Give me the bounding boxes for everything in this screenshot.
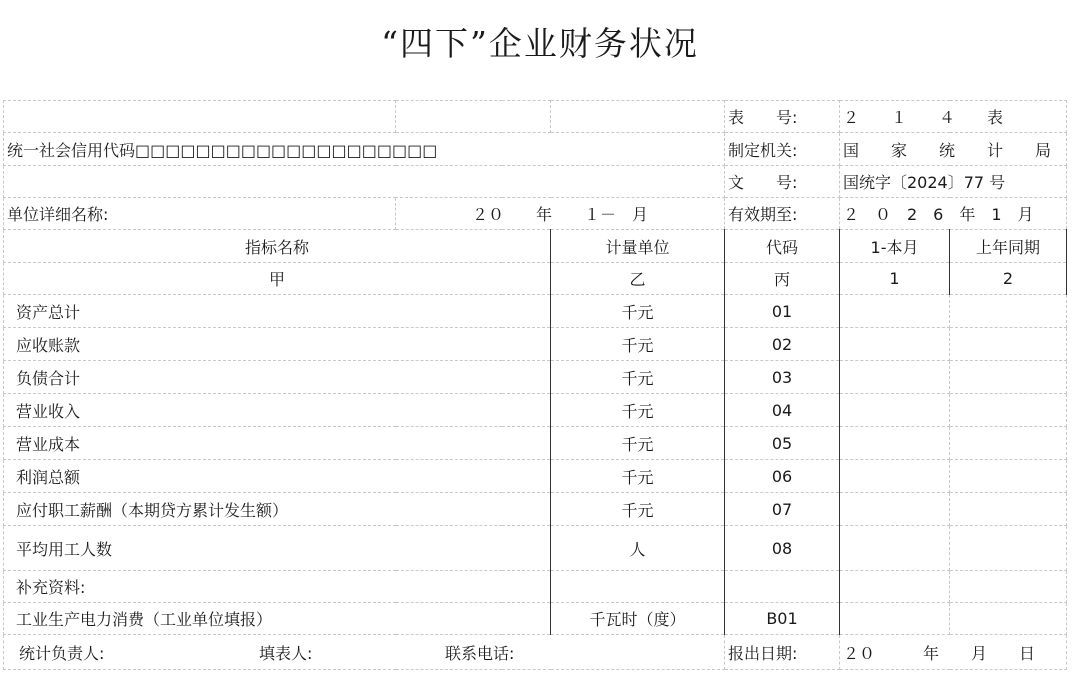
blank-cell [840, 571, 950, 603]
credit-code-label: 统一社会信用代码□□□□□□□□□□□□□□□□□□□□ [4, 133, 725, 166]
col-sub-1: 1 [840, 263, 950, 295]
doc-no-label: 文 号: [725, 166, 840, 198]
indicator-unit: 千元 [551, 493, 725, 526]
signature-block [4, 635, 725, 670]
header-row-unit-name [4, 198, 1067, 230]
table-row [4, 328, 1067, 361]
indicator-name: 工业生产电力消费（工业单位填报） [4, 603, 551, 635]
last-year-value-field[interactable] [950, 295, 1067, 328]
indicator-unit: 千元 [551, 328, 725, 361]
blank-cell [725, 571, 840, 603]
indicator-unit: 千元 [551, 427, 725, 460]
blank-cell [4, 101, 396, 133]
table-no-value: ２ １ ４ 表 [840, 101, 1067, 133]
last-year-value-field[interactable] [950, 493, 1067, 526]
col-header-code: 代码 [725, 230, 840, 263]
col-header-unit: 计量单位 [551, 230, 725, 263]
indicator-unit: 千元 [551, 460, 725, 493]
blank-cell [950, 571, 1067, 603]
col-sub-bing: 丙 [725, 263, 840, 295]
last-year-value-field[interactable] [950, 394, 1067, 427]
col-header-indicator: 指标名称 [4, 230, 551, 263]
ytd-value-field[interactable] [840, 361, 950, 394]
indicator-code: 01 [725, 295, 840, 328]
table-row [4, 394, 1067, 427]
authority-label: 制定机关: [725, 133, 840, 166]
table-row [4, 526, 1067, 571]
supplement-label-row [4, 571, 1067, 603]
col-header-last-year: 上年同期 [950, 230, 1067, 263]
indicator-name: 应付职工薪酬（本期贷方累计发生额） [4, 493, 551, 526]
table-no-label: 表 号: [725, 101, 840, 133]
last-year-value-field[interactable] [950, 526, 1067, 571]
last-year-value-field[interactable] [950, 603, 1067, 635]
ytd-value-field[interactable] [840, 460, 950, 493]
header-row-authority [4, 133, 1067, 166]
indicator-unit: 千元 [551, 361, 725, 394]
ytd-value-field[interactable] [840, 394, 950, 427]
indicator-code: 03 [725, 361, 840, 394]
indicator-code: 05 [725, 427, 840, 460]
phone-label: 联系电话: [445, 643, 515, 663]
blank-cell [551, 571, 725, 603]
last-year-value-field[interactable] [950, 427, 1067, 460]
unit-name-label: 单位详细名称: [4, 198, 396, 230]
indicator-name: 应收账款 [4, 328, 551, 361]
authority-value: 国 家 统 计 局 [840, 133, 1067, 166]
column-subheader-row [4, 263, 1067, 295]
table-row [4, 361, 1067, 394]
col-sub-2: 2 [950, 263, 1067, 295]
indicator-code: 08 [725, 526, 840, 571]
indicator-code: 06 [725, 460, 840, 493]
table-row [4, 295, 1067, 328]
filler-label: 填表人: [259, 643, 313, 663]
page-title: “四下”企业财务状况 [381, 24, 699, 63]
table-row [4, 493, 1067, 526]
signature-row [4, 635, 1067, 670]
indicator-unit: 千元 [551, 295, 725, 328]
last-year-value-field[interactable] [950, 361, 1067, 394]
valid-until-value: ２ ０ 2 6 年 1 月 [840, 198, 1067, 230]
table-row [4, 427, 1067, 460]
ytd-value-field[interactable] [840, 295, 950, 328]
indicator-code: B01 [725, 603, 840, 635]
ytd-value-field[interactable] [840, 427, 950, 460]
stats-head-label: 统计负责人: [19, 643, 105, 663]
indicator-code: 04 [725, 394, 840, 427]
header-row-table-no [4, 101, 1067, 133]
indicator-name: 资产总计 [4, 295, 551, 328]
indicator-name: 营业成本 [4, 427, 551, 460]
table-row [4, 460, 1067, 493]
blank-cell [4, 166, 725, 198]
ytd-value-field[interactable] [840, 603, 950, 635]
report-date-value: ２０ 年 月 日 [840, 635, 1067, 670]
indicator-name: 利润总额 [4, 460, 551, 493]
indicator-code: 07 [725, 493, 840, 526]
ytd-value-field[interactable] [840, 328, 950, 361]
indicator-unit: 千瓦时（度） [551, 603, 725, 635]
last-year-value-field[interactable] [950, 328, 1067, 361]
indicator-name: 负债合计 [4, 361, 551, 394]
col-sub-jia: 甲 [4, 263, 551, 295]
ytd-value-field[interactable] [840, 493, 950, 526]
report-period: ２０ 年 １－ 月 [396, 198, 725, 230]
blank-cell [551, 101, 725, 133]
indicator-unit: 人 [551, 526, 725, 571]
indicator-name: 平均用工人数 [4, 526, 551, 571]
column-header-row [4, 230, 1067, 263]
doc-no-value: 国统字〔2024〕77 号 [840, 166, 1067, 198]
table-row [4, 603, 1067, 635]
supplement-label: 补充资料: [4, 571, 551, 603]
col-header-ytd: 1-本月 [840, 230, 950, 263]
last-year-value-field[interactable] [950, 460, 1067, 493]
report-date-label: 报出日期: [725, 635, 840, 670]
valid-until-label: 有效期至: [725, 198, 840, 230]
blank-cell [396, 101, 551, 133]
header-row-doc-no [4, 166, 1067, 198]
indicator-code: 02 [725, 328, 840, 361]
ytd-value-field[interactable] [840, 526, 950, 571]
financial-report-table [3, 100, 1067, 670]
indicator-unit: 千元 [551, 394, 725, 427]
col-sub-yi: 乙 [551, 263, 725, 295]
indicator-name: 营业收入 [4, 394, 551, 427]
